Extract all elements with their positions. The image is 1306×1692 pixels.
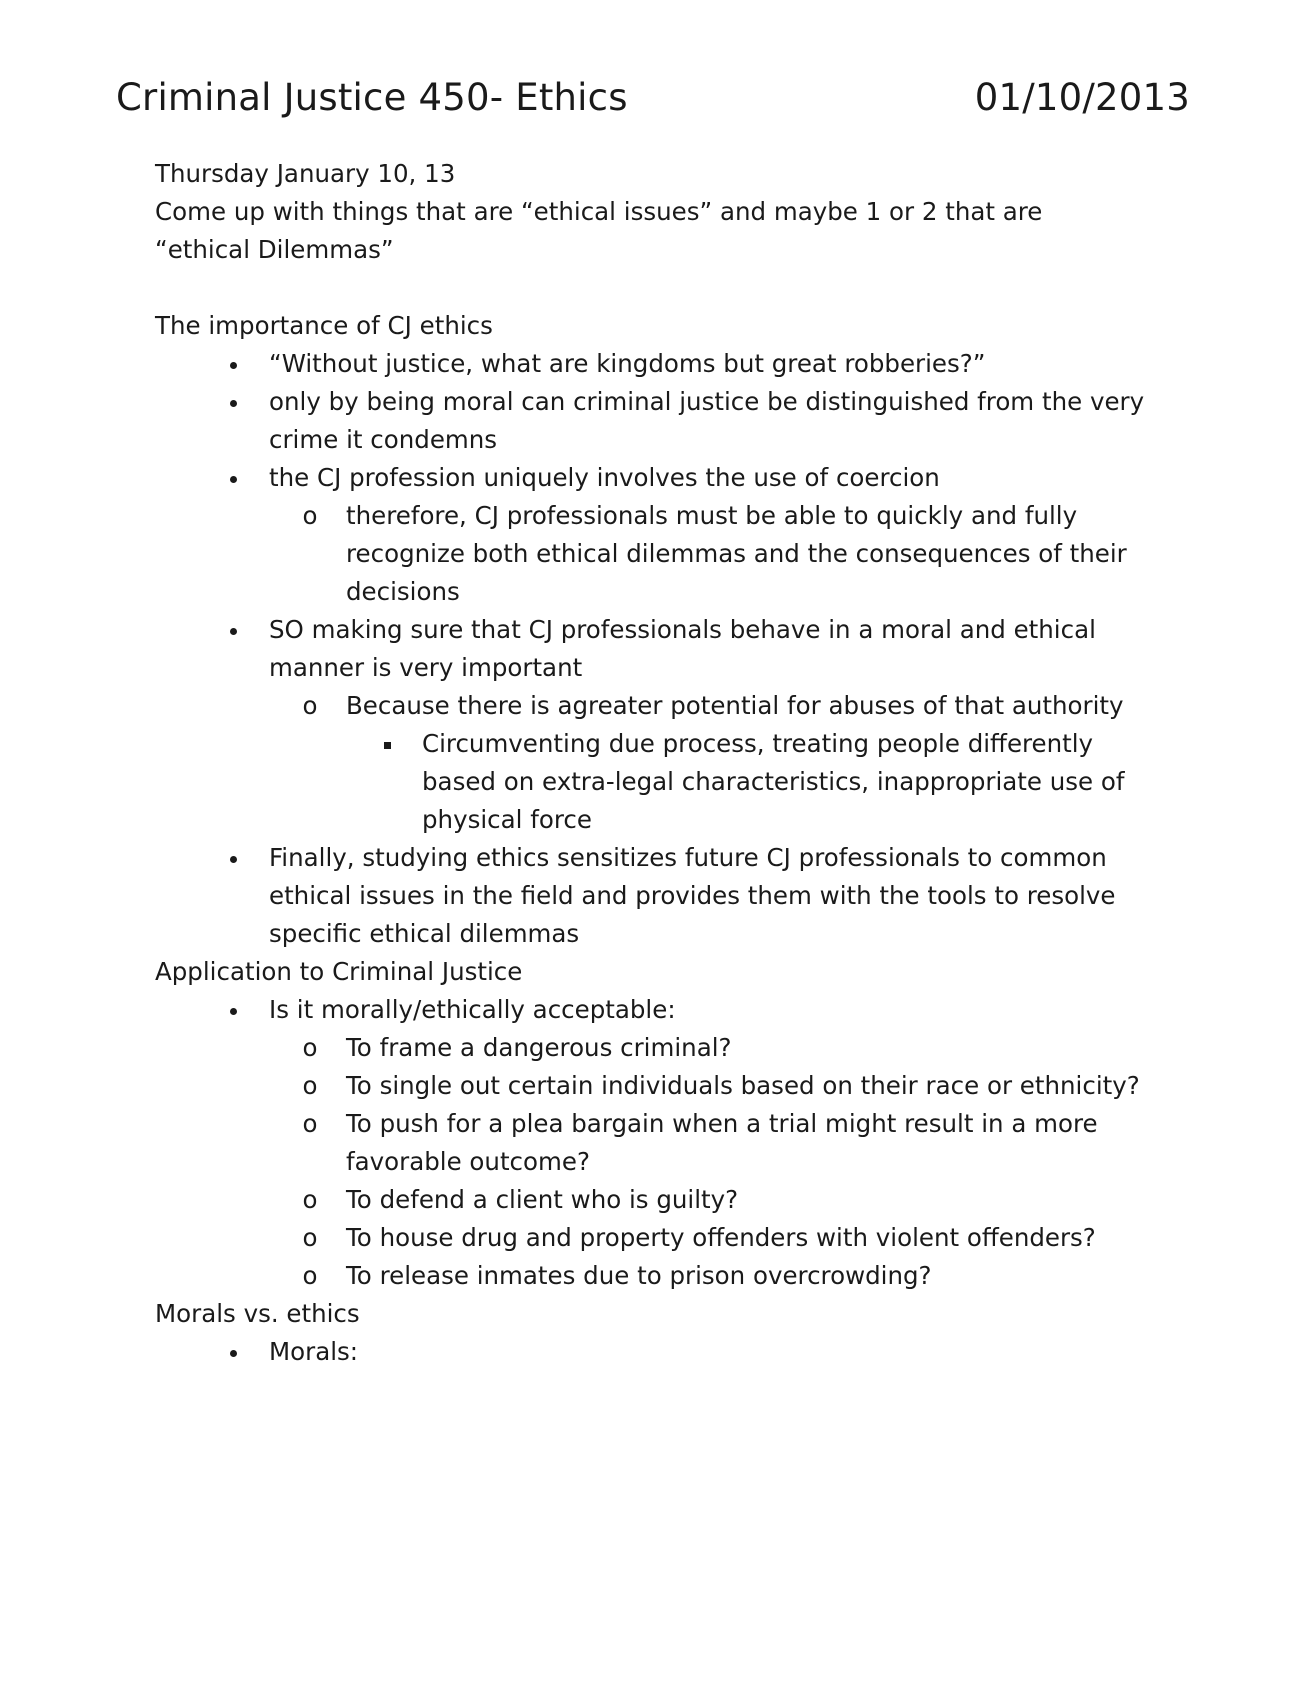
morals-list	[155, 1333, 1155, 1371]
circle-bullet-icon: o	[302, 1261, 318, 1290]
intro-line-2: “ethical Dilemmas”	[155, 235, 394, 264]
circle-bullet-icon: o	[302, 1223, 318, 1252]
page-date: 01/10/2013	[974, 75, 1190, 119]
list-item-text: “Without justice, what are kingdoms but great robberies?”	[269, 349, 986, 378]
sub-list-item	[155, 1181, 1155, 1219]
intro-line-1: Come up with things that are “ethical issues” and maybe 1 or 2 that are	[155, 197, 1043, 226]
list-item-text: Is it morally/ethically acceptable:	[269, 995, 676, 1024]
circle-bullet-icon: o	[302, 1185, 318, 1214]
page-header	[116, 72, 1190, 122]
list-item-text: Because there is agreater potential for abuses of that authority	[346, 691, 1124, 720]
list-item	[155, 839, 1155, 953]
sub-sub-list-item	[155, 725, 1155, 839]
sub-list-item	[155, 1067, 1155, 1105]
bullet-icon	[223, 611, 243, 649]
spacer	[155, 269, 1155, 307]
list-item-text: Finally, studying ethics sensitizes future CJ professionals to common ethical issues in the field and provides them with the tools to resolve specific ethical dilemmas	[269, 843, 1116, 948]
bullet-icon	[223, 1333, 243, 1371]
bullet-icon	[223, 459, 243, 497]
importance-list	[155, 345, 1155, 953]
circle-bullet-icon: o	[302, 691, 318, 720]
list-item	[155, 611, 1155, 687]
list-item-text: To single out certain individuals based on their race or ethnicity?	[346, 1071, 1140, 1100]
sub-list-item	[155, 687, 1155, 725]
list-item-text: To push for a plea bargain when a trial might result in a more favorable outcome?	[346, 1109, 1098, 1176]
square-bullet-icon	[377, 725, 397, 763]
list-item-text: To frame a dangerous criminal?	[346, 1033, 732, 1062]
section-heading-importance: The importance of CJ ethics	[155, 311, 493, 340]
list-item-text: only by being moral can criminal justice be distinguished from the very crime it condemns	[269, 387, 1145, 454]
sub-list-item	[155, 1029, 1155, 1067]
sub-list-item	[155, 1219, 1155, 1257]
section-heading-application: Application to Criminal Justice	[155, 957, 523, 986]
list-item-text: Circumventing due process, treating people differently based on extra-legal characteristics, inappropriate use of physical force	[422, 729, 1125, 834]
sub-list-item	[155, 1105, 1155, 1181]
list-item-text: To release inmates due to prison overcrowding?	[346, 1261, 932, 1290]
page-title: Criminal Justice 450- Ethics	[116, 75, 628, 119]
list-item-text: the CJ profession uniquely involves the use of coercion	[269, 463, 940, 492]
notes-body	[155, 155, 1155, 1371]
application-list	[155, 991, 1155, 1295]
list-item	[155, 459, 1155, 497]
list-item	[155, 345, 1155, 383]
bullet-icon	[223, 345, 243, 383]
list-item	[155, 1333, 1155, 1371]
bullet-icon	[223, 991, 243, 1029]
list-item	[155, 383, 1155, 459]
list-item-text: To defend a client who is guilty?	[346, 1185, 739, 1214]
circle-bullet-icon: o	[302, 501, 318, 530]
list-item-text: SO making sure that CJ professionals behave in a moral and ethical manner is very important	[269, 615, 1096, 682]
bullet-icon	[223, 839, 243, 877]
list-item-text: Morals:	[269, 1337, 359, 1366]
list-item-text: therefore, CJ professionals must be able to quickly and fully recognize both ethical dilemmas and the consequences of their decisions	[346, 501, 1127, 606]
sub-list-item	[155, 1257, 1155, 1295]
list-item-text: To house drug and property offenders with violent offenders?	[346, 1223, 1096, 1252]
circle-bullet-icon: o	[302, 1109, 318, 1138]
circle-bullet-icon: o	[302, 1033, 318, 1062]
bullet-icon	[223, 383, 243, 421]
list-item	[155, 991, 1155, 1029]
section-heading-morals: Morals vs. ethics	[155, 1299, 360, 1328]
circle-bullet-icon: o	[302, 1071, 318, 1100]
sub-list-item	[155, 497, 1155, 611]
intro-day: Thursday January 10, 13	[155, 159, 456, 188]
